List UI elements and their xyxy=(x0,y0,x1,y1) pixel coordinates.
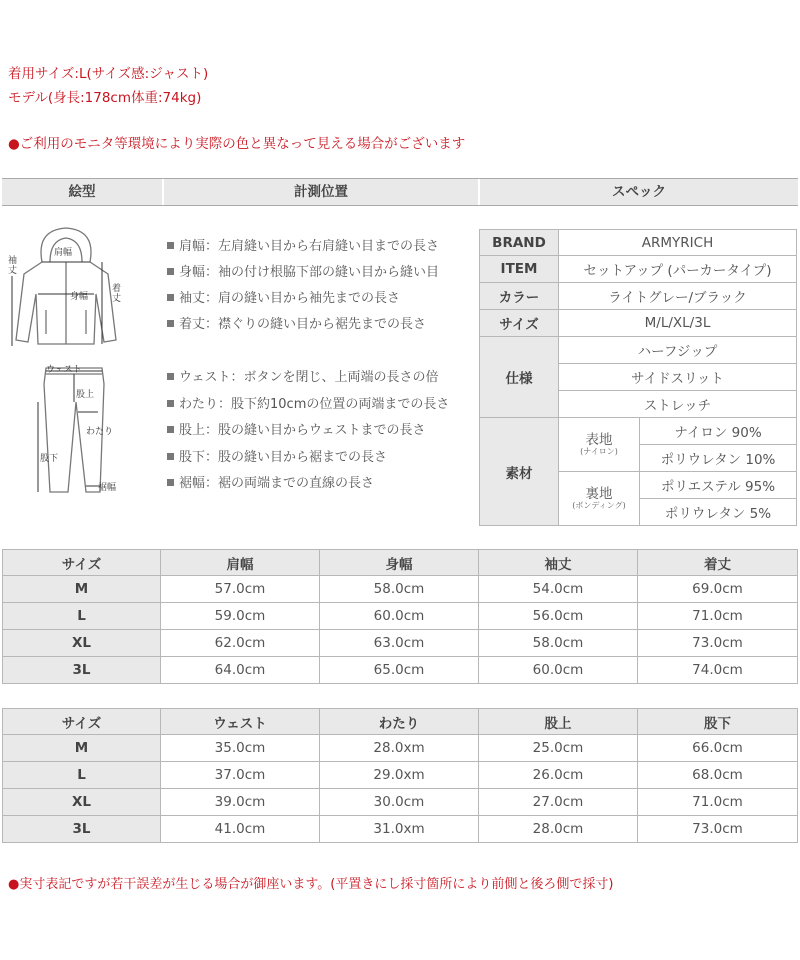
cell: 58.0cm xyxy=(320,576,479,603)
spec-outer-item: ナイロン 90% xyxy=(640,418,797,445)
cell: 58.0cm xyxy=(479,630,638,657)
spec-label-brand: BRAND xyxy=(480,230,559,256)
cell: 35.0cm xyxy=(161,735,320,762)
header-figure: 絵型 xyxy=(2,179,162,205)
col-header: サイズ xyxy=(3,550,161,576)
row-size: XL xyxy=(3,630,161,657)
col-header: 股下 xyxy=(638,709,798,735)
row-size: L xyxy=(3,603,161,630)
spec-label-material: 素材 xyxy=(480,418,559,526)
cell: 60.0cm xyxy=(320,603,479,630)
fig-label-watari: わたり xyxy=(86,427,114,437)
cell: 39.0cm xyxy=(161,789,320,816)
row-size: 3L xyxy=(3,816,161,843)
spec-inner-label: 裏地 (ボンディング) xyxy=(559,472,640,526)
measure-item: 身幅：袖の付け根脇下部の縫い目から縫い目 xyxy=(167,261,439,280)
cell: 71.0cm xyxy=(638,789,798,816)
spec-label-item: ITEM xyxy=(480,256,559,283)
header-measure: 計測位置 xyxy=(164,179,478,205)
row-size: M xyxy=(3,576,161,603)
cell: 69.0cm xyxy=(638,576,798,603)
cell: 37.0cm xyxy=(161,762,320,789)
table-row xyxy=(3,762,798,789)
row-size: XL xyxy=(3,789,161,816)
cell: 28.0xm xyxy=(320,735,479,762)
measure-item: 袖丈：肩の縫い目から袖先までの長さ xyxy=(167,287,400,306)
spec-label-size: サイズ xyxy=(480,310,559,337)
col-header: 股上 xyxy=(479,709,638,735)
cell: 73.0cm xyxy=(638,630,798,657)
spec-inner-item: ポリウレタン 5% xyxy=(640,499,797,526)
garment-illustration xyxy=(6,222,136,497)
spec-shiyou-item: ハーフジップ xyxy=(559,337,797,364)
fig-label-matagami: 股上 xyxy=(76,390,95,400)
fig-label-waist: ウェスト xyxy=(46,365,82,375)
col-header: 肩幅 xyxy=(161,550,320,576)
spec-label-color: カラー xyxy=(480,283,559,310)
col-header: 袖丈 xyxy=(479,550,638,576)
spec-brand: ARMYRICH xyxy=(559,230,797,256)
model-size-text: 着用サイズ:L(サイズ感:ジャスト) xyxy=(8,66,209,82)
cell: 74.0cm xyxy=(638,657,798,684)
cell: 29.0xm xyxy=(320,762,479,789)
measure-item: ウェスト：ボタンを閉じ、上両端の長さの倍 xyxy=(167,366,438,385)
table-row xyxy=(3,630,798,657)
cell: 30.0cm xyxy=(320,789,479,816)
spec-inner-item: ポリエステル 95% xyxy=(640,472,797,499)
fig-label-matashita: 股下 xyxy=(40,454,59,464)
col-header: 着丈 xyxy=(638,550,798,576)
measure-item: 裾幅：裾の両端までの直線の長さ xyxy=(167,472,374,491)
cell: 31.0xm xyxy=(320,816,479,843)
spec-shiyou-item: サイドスリット xyxy=(559,364,797,391)
cell: 65.0cm xyxy=(320,657,479,684)
cell: 54.0cm xyxy=(479,576,638,603)
row-size: 3L xyxy=(3,657,161,684)
measure-item: 股下：股の縫い目から裾までの長さ xyxy=(167,446,387,465)
spec-outer-label: 表地 (ナイロン) xyxy=(559,418,640,472)
cell: 41.0cm xyxy=(161,816,320,843)
cell: 60.0cm xyxy=(479,657,638,684)
measure-item: 股上：股の縫い目からウェストまでの長さ xyxy=(167,419,425,438)
col-header: わたり xyxy=(320,709,479,735)
row-size: M xyxy=(3,735,161,762)
spec-label-shiyou: 仕様 xyxy=(480,337,559,418)
cell: 57.0cm xyxy=(161,576,320,603)
fig-label-sodetake: 袖丈 xyxy=(8,256,18,276)
spec-color: ライトグレー/ブラック xyxy=(559,283,797,310)
cell: 27.0cm xyxy=(479,789,638,816)
col-header: 身幅 xyxy=(320,550,479,576)
cell: 28.0cm xyxy=(479,816,638,843)
bottom-size-table xyxy=(2,708,798,843)
fig-label-susohaba: 裾幅 xyxy=(98,483,117,493)
cell: 25.0cm xyxy=(479,735,638,762)
table-row xyxy=(3,576,798,603)
col-header: サイズ xyxy=(3,709,161,735)
table-row xyxy=(3,816,798,843)
section-header xyxy=(2,178,798,206)
measure-item: 着丈：襟ぐりの縫い目から裾先までの長さ xyxy=(167,313,426,332)
top-size-table xyxy=(2,549,798,684)
cell: 71.0cm xyxy=(638,603,798,630)
col-header: ウェスト xyxy=(161,709,320,735)
table-row xyxy=(3,657,798,684)
cell: 73.0cm xyxy=(638,816,798,843)
spec-size: M/L/XL/3L xyxy=(559,310,797,337)
cell: 66.0cm xyxy=(638,735,798,762)
model-body-text: モデル(身長:178cm体重:74kg) xyxy=(8,90,202,106)
table-row xyxy=(3,735,798,762)
cell: 56.0cm xyxy=(479,603,638,630)
measure-item: 肩幅：左肩縫い目から右肩縫い目までの長さ xyxy=(167,235,439,254)
color-notice: ●ご利用のモニタ等環境により実際の色と異なって見える場合がございます xyxy=(8,136,466,152)
spec-item: セットアップ (パーカータイプ) xyxy=(559,256,797,283)
fig-label-kitake: 着丈 xyxy=(112,284,122,304)
cell: 64.0cm xyxy=(161,657,320,684)
measure-item: わたり：股下約10cmの位置の両端までの長さ xyxy=(167,393,449,412)
fig-label-katahaba: 肩幅 xyxy=(54,248,73,258)
table-row xyxy=(3,789,798,816)
spec-shiyou-item: ストレッチ xyxy=(559,391,797,418)
cell: 59.0cm xyxy=(161,603,320,630)
row-size: L xyxy=(3,762,161,789)
cell: 62.0cm xyxy=(161,630,320,657)
table-row xyxy=(3,603,798,630)
header-spec: スペック xyxy=(480,179,798,205)
cell: 63.0cm xyxy=(320,630,479,657)
fig-label-mihaba: 身幅 xyxy=(70,292,89,302)
measurement-notice: ●実寸表記ですが若干誤差が生じる場合が御座います。(平置きにし採寸箇所により前側と後ろ側で採寸) xyxy=(8,877,614,892)
spec-outer-item: ポリウレタン 10% xyxy=(640,445,797,472)
spec-table xyxy=(479,229,797,526)
cell: 68.0cm xyxy=(638,762,798,789)
cell: 26.0cm xyxy=(479,762,638,789)
